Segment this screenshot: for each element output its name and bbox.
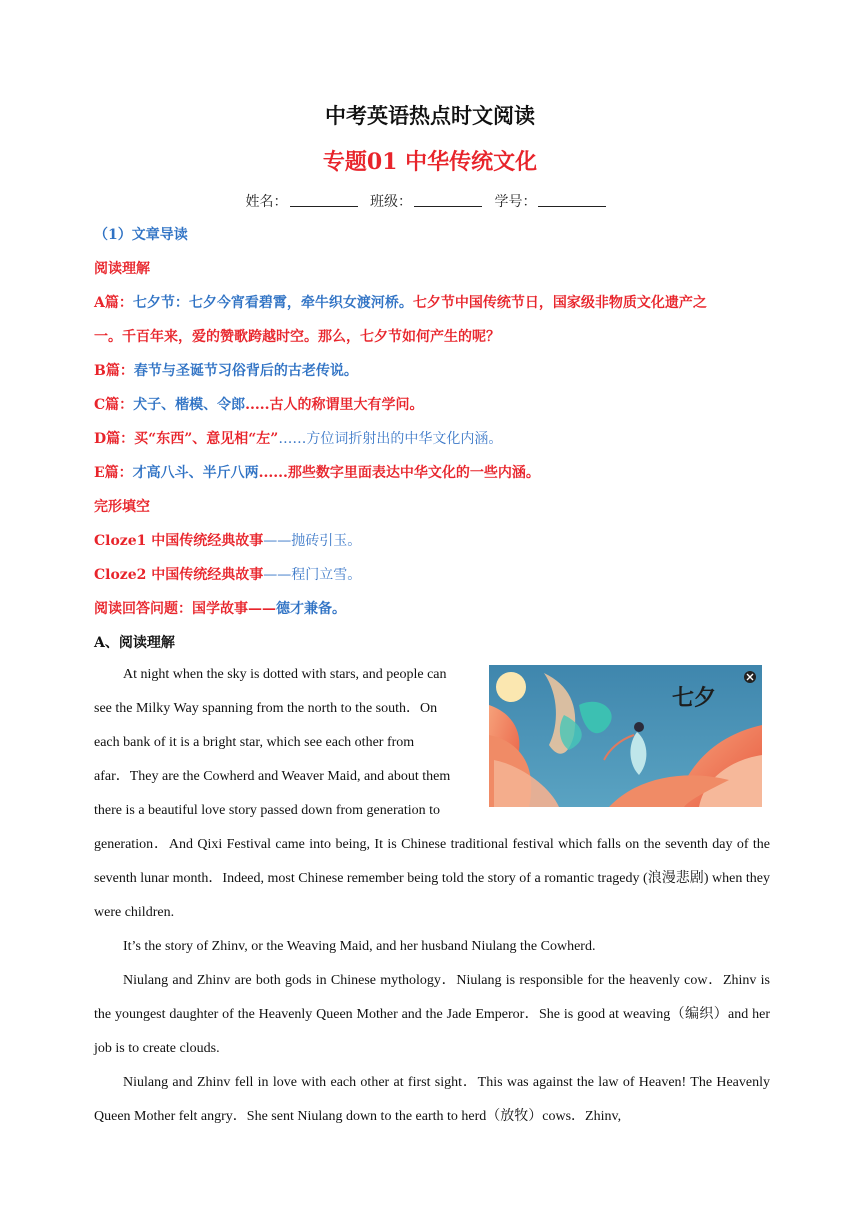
guide-a-prefix: A篇： — [94, 295, 133, 311]
illustration-caption: 七夕 — [672, 685, 717, 711]
cloze2-text: ——程门立雪。 — [263, 567, 362, 583]
qixi-illustration-svg — [489, 665, 762, 807]
guide-c-line — [94, 395, 774, 415]
qa-text: 德才兼备。 — [276, 601, 346, 617]
guide-e-prefix: E篇： — [94, 465, 133, 481]
reading-label: 阅读理解 — [94, 261, 150, 277]
article-line: there is a beautiful love story passed down from generation to — [94, 803, 441, 818]
part-a-label: A、阅读理解 — [94, 635, 175, 651]
name-blank[interactable] — [290, 194, 358, 207]
guide-a-red: 七夕节中国传统节日，国家级非物质文化遗产之 — [412, 295, 707, 311]
id-blank[interactable] — [538, 194, 606, 207]
article-p4: Niulang and Zhinv fell in love with each other at first sight．This was against the law of Heaven! The Heavenly Queen Mother felt angry．She sent Niulang down to the earth to herd（放牧）cows．Zhinv, — [94, 1075, 770, 1124]
class-blank[interactable] — [414, 194, 482, 207]
guide-b-text: 春节与圣诞节习俗背后的古老传说。 — [133, 363, 358, 379]
cloze2-line — [94, 565, 774, 585]
cloze-label: 完形填空 — [94, 499, 150, 515]
article-p2: It’s the story of Zhinv, or the Weaving Maid, and her husband Niulang the Cowherd. — [123, 939, 596, 954]
guide-e-line — [94, 463, 774, 483]
article-line: see the Milky Way spanning from the north to the south．On — [94, 701, 438, 716]
moon — [496, 672, 526, 702]
cloze1-text: ——抛砖引玉。 — [263, 533, 362, 549]
qa-prefix: 阅读回答问题：国学故事—— — [94, 601, 276, 617]
guide-c-blue: 犬子、楷模、令郎 — [133, 397, 246, 413]
page-subtitle: 专题01 中华传统文化 — [322, 149, 538, 175]
student-info-line — [0, 191, 860, 211]
guide-a-blue: 七夕节：七夕今宵看碧霄，牵牛织女渡河桥。 — [132, 295, 413, 311]
class-label: 班级： — [370, 194, 412, 210]
id-label: 学号： — [494, 194, 537, 210]
guide-section-label: （1）文章导读 — [94, 227, 188, 243]
article-line: each bank of it is a bright star, which see each other from — [94, 735, 415, 750]
name-label: 姓名： — [245, 194, 288, 210]
article-line: At night when the sky is dotted with stars, and people can — [123, 667, 447, 682]
article-p1-wrapped — [94, 658, 484, 828]
article-p3: Niulang and Zhinv are both gods in Chinese mythology．Niulang is responsible for the heavenly cow．Zhinv is the youngest daughter of the Heavenly Queen Mother and the Jade Emperor．She is good at weaving（编织）and her job is to create clouds. — [94, 973, 770, 1056]
guide-d-line — [94, 429, 774, 449]
guide-a-line1 — [94, 293, 774, 313]
guide-c-prefix: C篇： — [94, 397, 134, 413]
guide-e-red: ......那些数字里面表达中华文化的一些内涵。 — [258, 465, 540, 481]
article-p1-rest: generation．And Qixi Festival came into being, It is Chinese traditional festival which falls on the seventh day of the seventh lunar month．Indeed, most Chinese remember being told the story of a romantic tragedy (浪漫悲剧) when they were children. — [94, 837, 770, 920]
cloze2-prefix: Cloze2 中国传统经典故事 — [94, 567, 264, 583]
guide-d-blue: ……方位词折射出的中华文化内涵。 — [278, 431, 503, 447]
guide-b-line — [94, 361, 774, 381]
guide-a-line2: 一。千百年来，爱的赞歌跨越时空。那么，七夕节如何产生的呢？ — [94, 329, 500, 345]
page-title: 中考英语热点时文阅读 — [325, 103, 535, 128]
guide-d-prefix: D篇：买“东西”、意见相“左” — [94, 431, 279, 447]
cloze1-line — [94, 531, 774, 551]
article-line: afar．They are the Cowherd and Weaver Maid, and about them — [94, 769, 451, 784]
qa-line — [94, 599, 774, 619]
cloze1-prefix: Cloze1 中国传统经典故事 — [94, 533, 264, 549]
guide-c-red: .....古人的称谓里大有学问。 — [245, 397, 424, 413]
qixi-illustration — [489, 665, 762, 807]
guide-b-prefix: B篇： — [94, 363, 134, 379]
guide-e-blue: 才高八斗、半斤八两 — [132, 465, 259, 481]
